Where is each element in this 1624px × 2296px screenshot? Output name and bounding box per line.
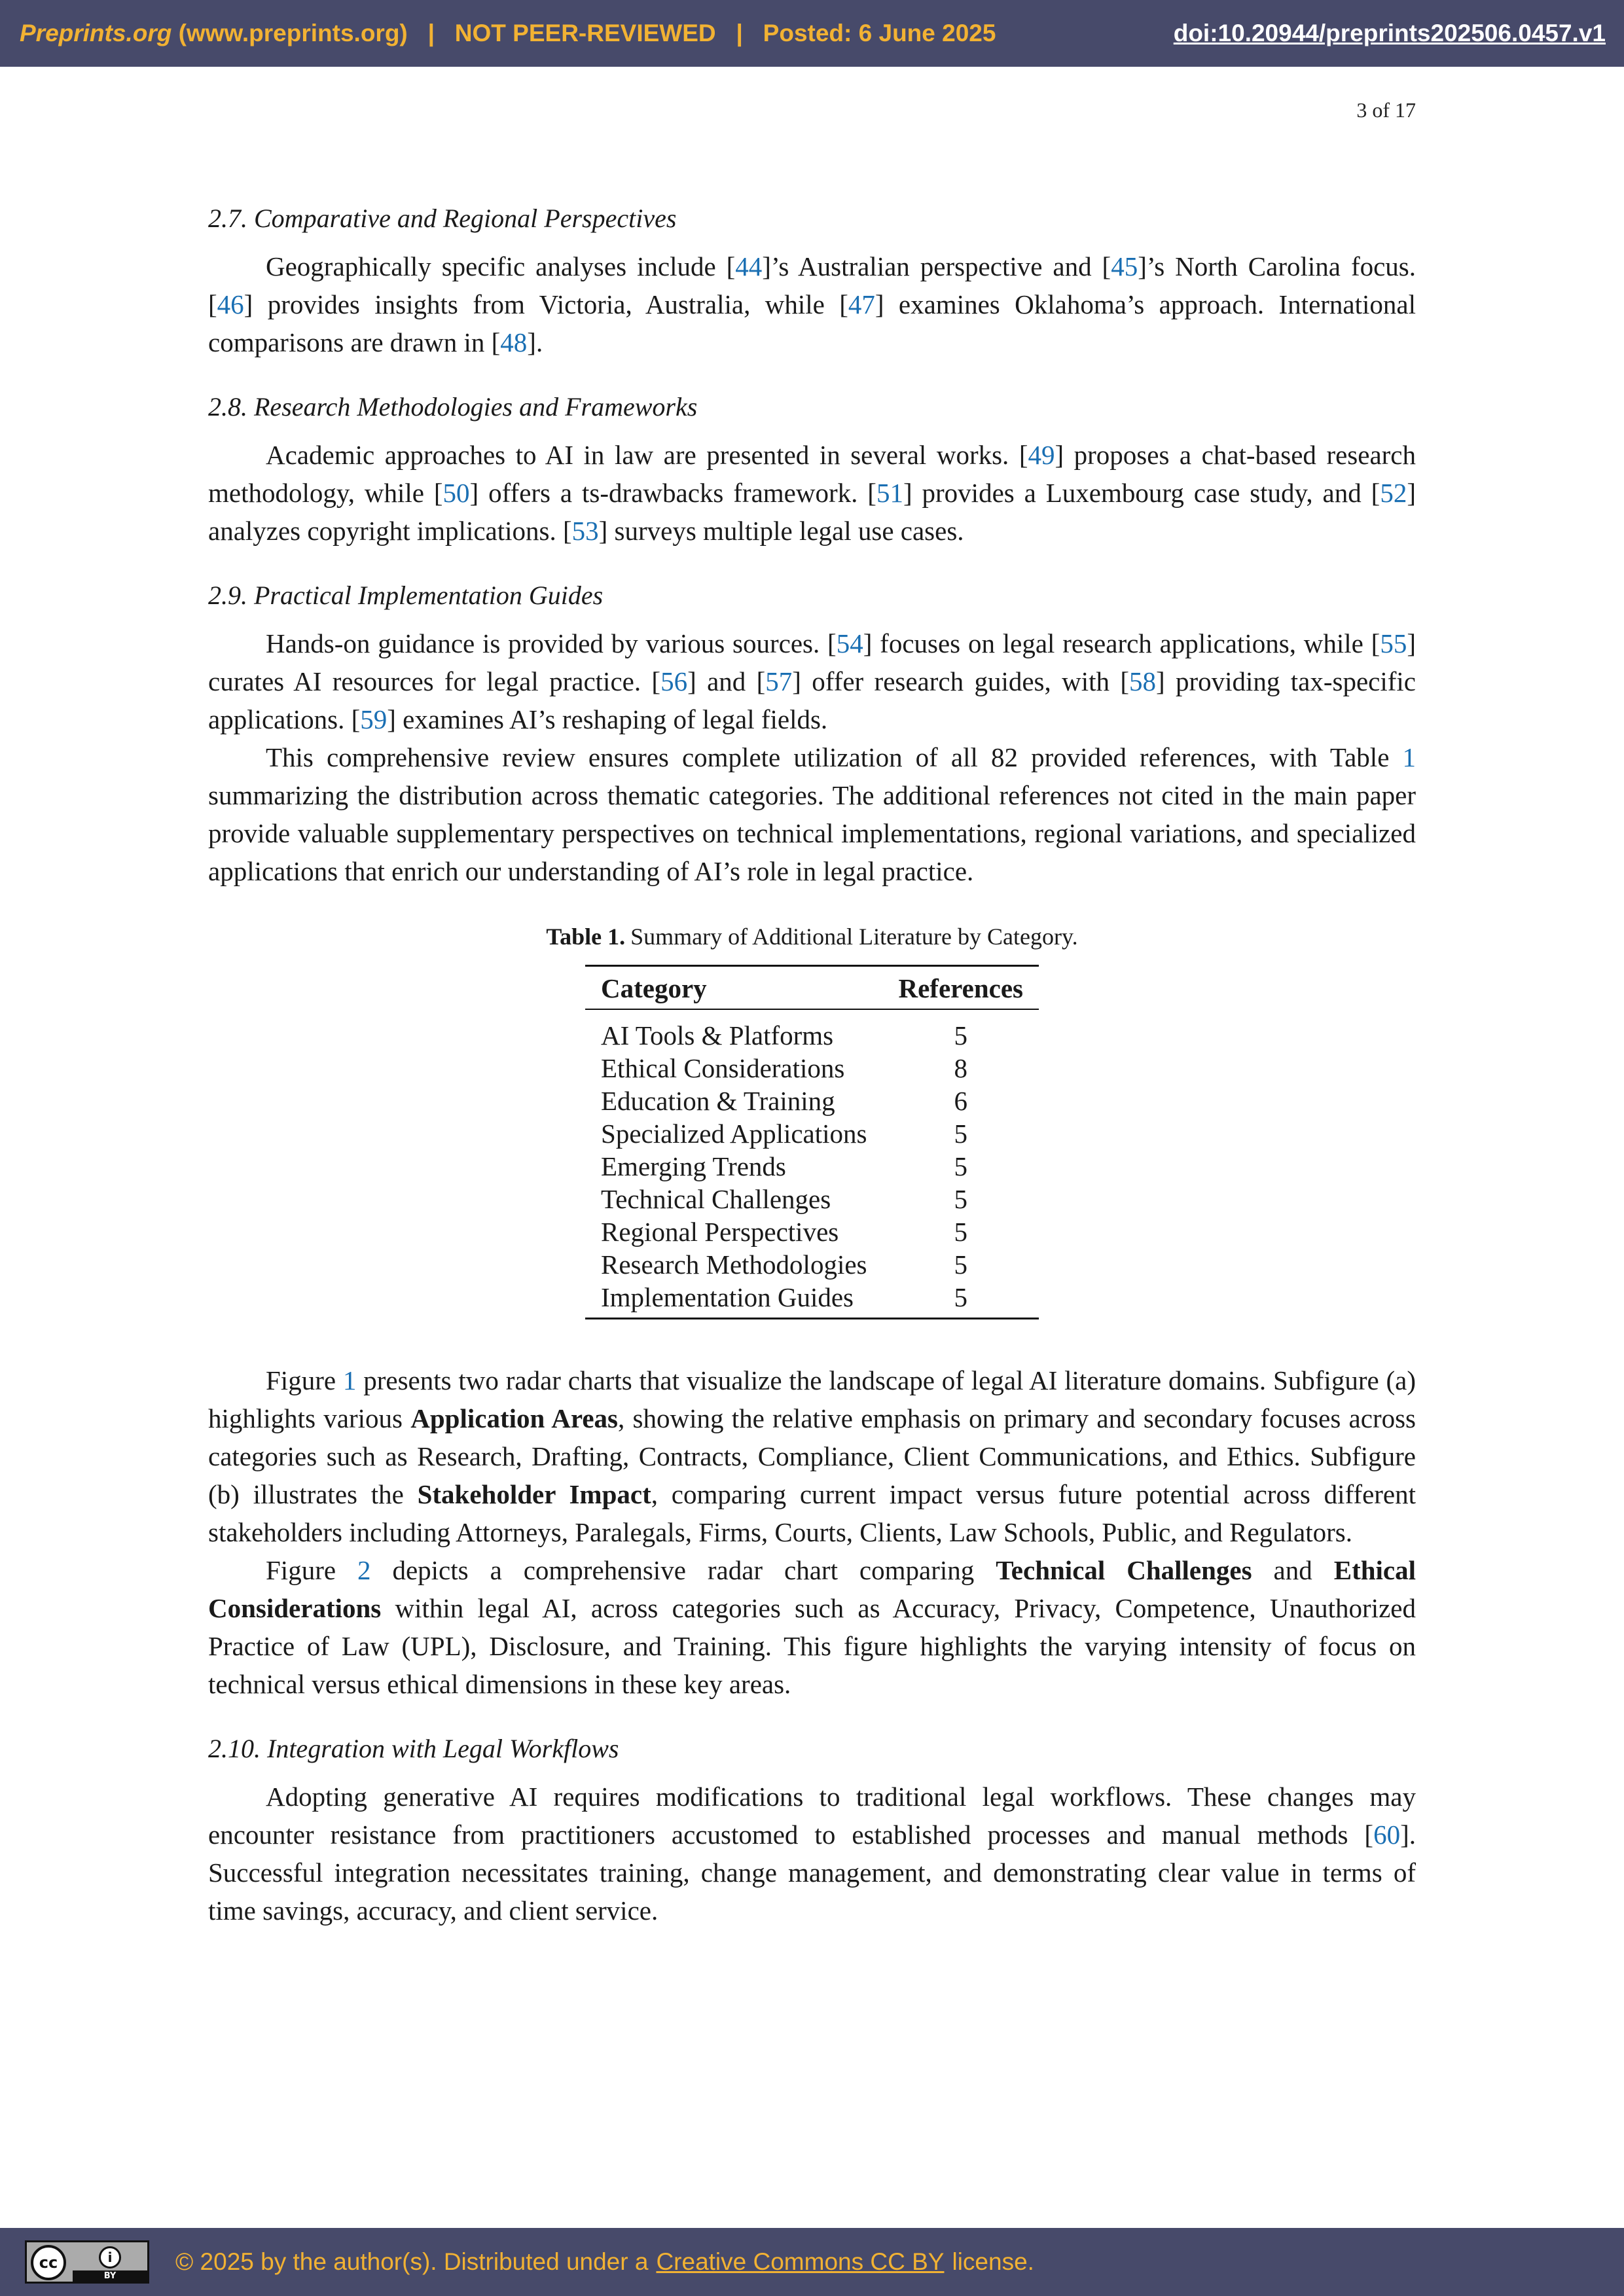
citation-link[interactable]: 51 bbox=[876, 478, 903, 508]
table-cell: 5 bbox=[954, 1282, 967, 1312]
license-text: © 2025 by the author(s). Distributed under a bbox=[175, 2248, 649, 2275]
citation-link[interactable]: 50 bbox=[442, 478, 470, 508]
table-cell: Specialized Applications bbox=[601, 1119, 867, 1149]
citation-link[interactable]: 47 bbox=[848, 289, 875, 319]
table-cell: AI Tools & Platforms bbox=[601, 1020, 834, 1050]
column-header: References bbox=[883, 966, 1039, 1010]
banner-left bbox=[20, 20, 996, 47]
figure-link[interactable]: 1 bbox=[342, 1365, 357, 1395]
section-heading: 2.7. Comparative and Regional Perspectives bbox=[208, 204, 677, 233]
banner-status: NOT PEER-REVIEWED bbox=[454, 20, 716, 46]
citation-link[interactable]: 53 bbox=[571, 516, 599, 546]
paragraph: Adopting generative AI requires modifications to traditional legal workflows. These changes may encounter resistance from practitioners accustomed to established processes and manual methods [60]. Successful integration necessitates training, change management, and demonstrating clear value in terms of time savings, accuracy, and client service. bbox=[208, 1782, 1416, 1926]
cc-by-label: BY bbox=[73, 2270, 147, 2282]
paragraph: Figure 1 presents two radar charts that visualize the landscape of legal AI literature domains. Subfigure (a) highlights various Application Areas, showing the relative emphasis on primary and secondary focuses across categories such as Research, Drafting, Contracts, Compliance, Client Communications, and Ethics. Subfigure (b) illustrates the Stakeholder Impact, comparing current impact versus future potential across different stakeholders including Attorneys, Paralegals, Firms, Courts, Clients, Law Schools, Public, and Regulators. bbox=[208, 1365, 1416, 1547]
citation-link[interactable]: 54 bbox=[836, 628, 863, 658]
preprint-banner bbox=[0, 0, 1624, 67]
table-cell: 5 bbox=[954, 1020, 967, 1050]
table-cell: Technical Challenges bbox=[601, 1184, 831, 1214]
table-link[interactable]: 1 bbox=[1402, 742, 1416, 772]
table-cell: Emerging Trends bbox=[601, 1151, 786, 1181]
citation-link[interactable]: 48 bbox=[500, 327, 528, 357]
table-cell: Ethical Considerations bbox=[601, 1053, 845, 1083]
page-content bbox=[208, 202, 1416, 1929]
banner-url[interactable]: (www.preprints.org) bbox=[178, 20, 408, 46]
table-row bbox=[585, 1215, 1039, 1248]
table-row bbox=[585, 1281, 1039, 1319]
table-cell: Implementation Guides bbox=[601, 1282, 854, 1312]
citation-link[interactable]: 46 bbox=[217, 289, 244, 319]
section-heading: 2.9. Practical Implementation Guides bbox=[208, 581, 604, 610]
creative-commons-by-icon[interactable] bbox=[25, 2240, 149, 2284]
attribution-person-icon: i bbox=[99, 2246, 121, 2269]
paragraph: Academic approaches to AI in law are presented in several works. [49] proposes a chat-based research methodology, while [50] offers a ts-drawbacks framework. [51] provides a Luxembourg case study, and [52] analyzes copyright implications. [53] surveys multiple legal use cases. bbox=[208, 440, 1416, 546]
paragraph: Hands-on guidance is provided by various sources. [54] focuses on legal research applications, while [55] curates AI resources for legal practice. [56] and [57] offer research guides, with [58] providing tax-specific applications. [59] examines AI’s reshaping of legal fields. bbox=[208, 628, 1416, 734]
citation-link[interactable]: 58 bbox=[1128, 666, 1156, 696]
citation-link[interactable]: 44 bbox=[735, 251, 763, 281]
citation-link[interactable]: 59 bbox=[360, 704, 388, 734]
figure-link[interactable]: 2 bbox=[357, 1555, 371, 1585]
cc-circle-icon: cc bbox=[31, 2245, 66, 2280]
table-row bbox=[585, 1150, 1039, 1183]
banner-posted: Posted: 6 June 2025 bbox=[763, 20, 996, 46]
citation-link[interactable]: 57 bbox=[765, 666, 793, 696]
table-cell: 5 bbox=[954, 1119, 967, 1149]
table-row bbox=[585, 1009, 1039, 1052]
table-cell: Regional Perspectives bbox=[601, 1217, 839, 1247]
table-row bbox=[585, 1052, 1039, 1085]
citation-link[interactable]: 60 bbox=[1373, 1820, 1401, 1850]
table-cell: Education & Training bbox=[601, 1086, 835, 1116]
table-cell: 5 bbox=[954, 1217, 967, 1247]
summary-table bbox=[585, 965, 1039, 1319]
paragraph: Geographically specific analyses include [44]’s Australian perspective and [45]’s North Carolina focus. [46] provides insights from Victoria, Australia, while [47] examines Oklahoma’s approach. International comparisons are drawn in [48]. bbox=[208, 251, 1416, 357]
citation-link[interactable]: 49 bbox=[1028, 440, 1055, 470]
doi-link[interactable]: doi:10.20944/preprints202506.0457.v1 bbox=[1173, 20, 1606, 46]
section-heading: 2.10. Integration with Legal Workflows bbox=[208, 1734, 619, 1763]
paragraph: Figure 2 depicts a comprehensive radar chart comparing Technical Challenges and Ethical Considerations within legal AI, across categories such as Accuracy, Privacy, Competence, Unauthorized Practice of Law (UPL), Disclosure, and Training. This figure highlights the varying intensity of focus on technical versus ethical dimensions in these key areas. bbox=[208, 1555, 1416, 1699]
citation-link[interactable]: 55 bbox=[1380, 628, 1407, 658]
table-cell: 5 bbox=[954, 1184, 967, 1214]
citation-link[interactable]: 45 bbox=[1111, 251, 1138, 281]
banner-sep: | bbox=[427, 20, 435, 46]
table-row bbox=[585, 1085, 1039, 1117]
table-row bbox=[585, 1117, 1039, 1150]
citation-link[interactable]: 56 bbox=[660, 666, 688, 696]
table-row bbox=[585, 1248, 1039, 1281]
table-cell: 6 bbox=[954, 1086, 967, 1116]
license-text-end: license. bbox=[952, 2248, 1034, 2275]
license-footer bbox=[0, 2228, 1624, 2296]
banner-site[interactable]: Preprints.org bbox=[20, 20, 172, 46]
table-cell: 5 bbox=[954, 1151, 967, 1181]
paragraph: This comprehensive review ensures complete utilization of all 82 provided references, with Table 1 summarizing the distribution across thematic categories. The additional references not cited in the main paper provide valuable supplementary perspectives on technical implementations, regional variations, and specialized applications that enrich our understanding of AI’s role in legal practice. bbox=[208, 742, 1416, 886]
section-heading: 2.8. Research Methodologies and Frameworks bbox=[208, 392, 698, 422]
table-cell: Research Methodologies bbox=[601, 1249, 867, 1280]
table-header-row bbox=[585, 966, 1039, 1010]
license-link[interactable]: Creative Commons CC BY bbox=[656, 2248, 945, 2275]
citation-link[interactable]: 52 bbox=[1380, 478, 1407, 508]
page-number: 3 of 17 bbox=[1356, 98, 1416, 122]
column-header: Category bbox=[585, 966, 882, 1010]
banner-sep: | bbox=[736, 20, 743, 46]
table-row bbox=[585, 1183, 1039, 1215]
table-cell: 5 bbox=[954, 1249, 967, 1280]
table-cell: 8 bbox=[954, 1053, 967, 1083]
table-caption: Table 1. Summary of Additional Literature by Category. bbox=[546, 924, 1078, 950]
